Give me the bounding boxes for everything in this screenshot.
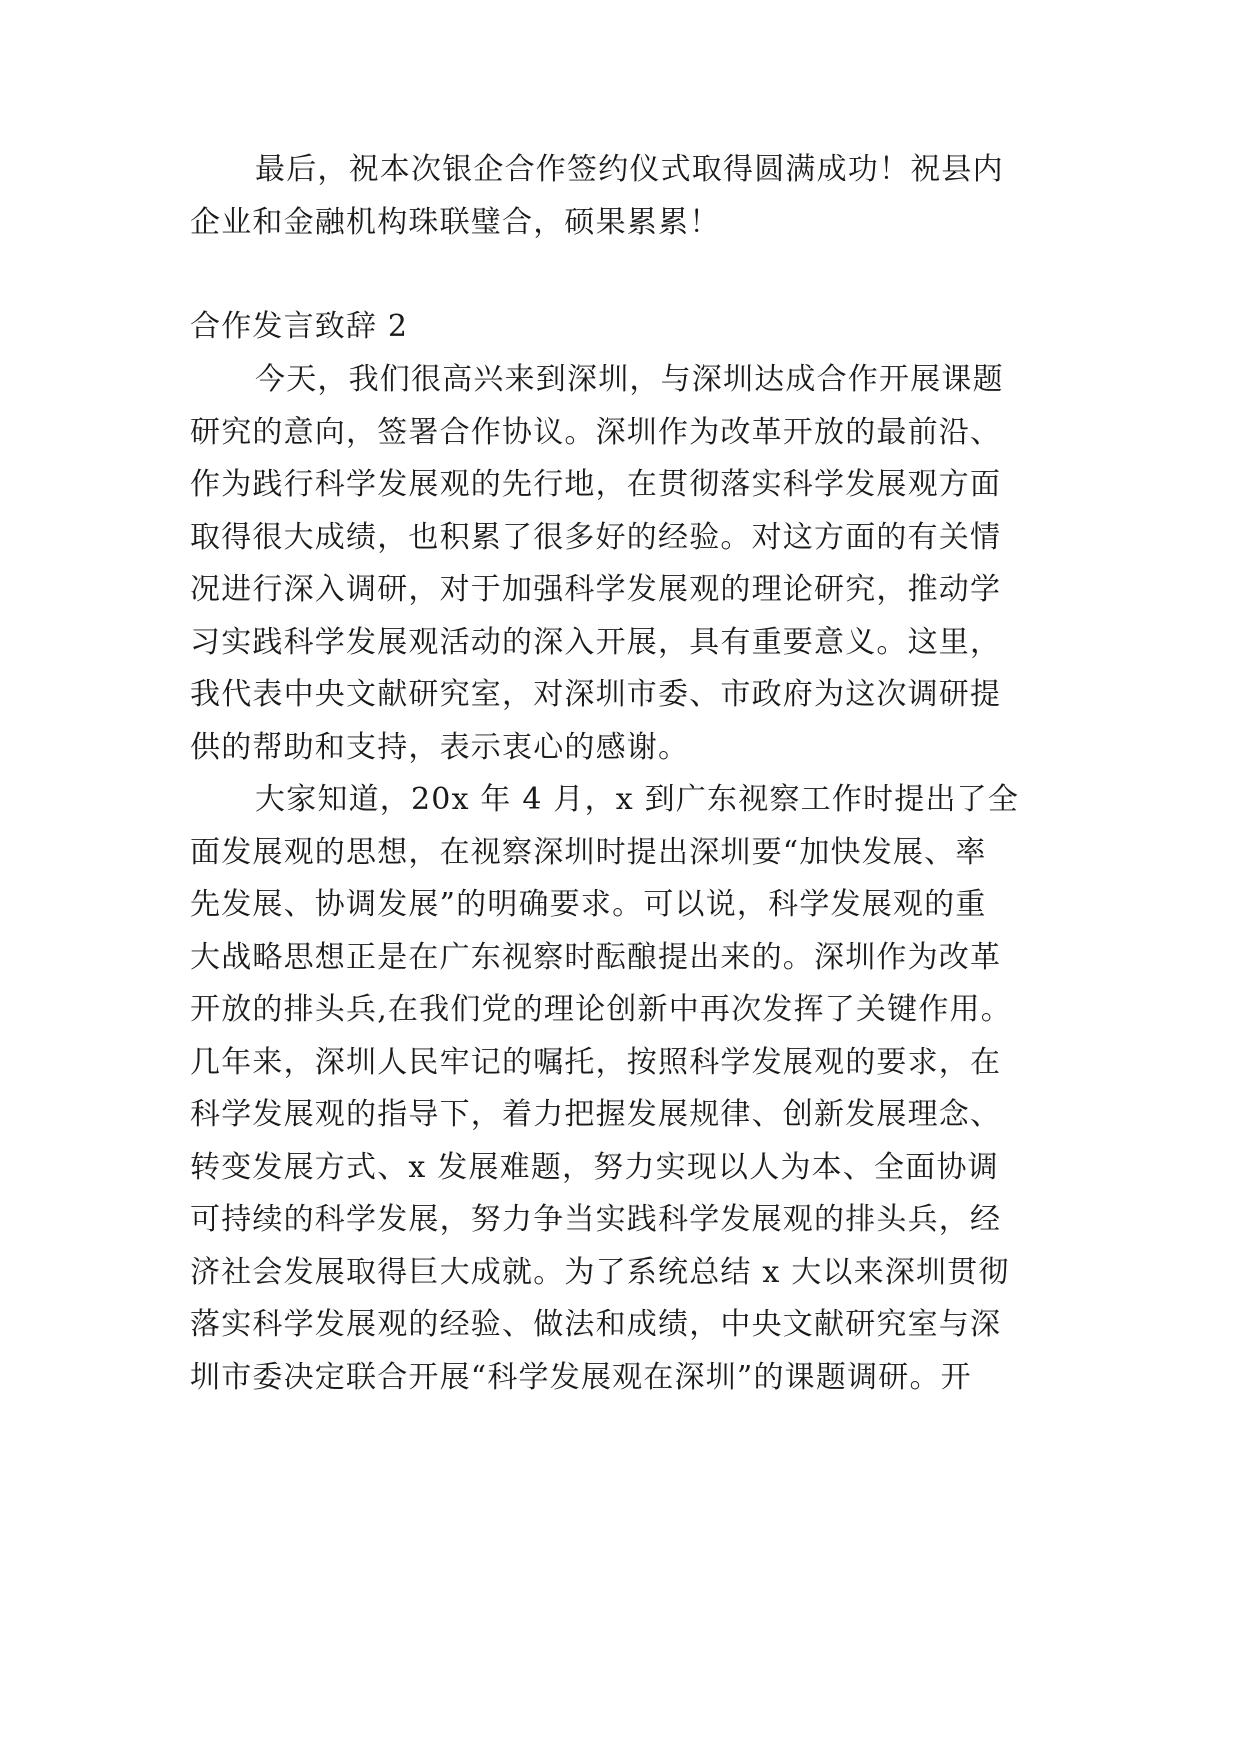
paragraph1-line-8: 供的帮助和支持，表示衷心的感谢。 [190, 730, 690, 765]
paragraph1-line-2: 研究的意向，签署合作协议。深圳作为改革开放的最前沿、 [190, 415, 1002, 450]
paragraph2-line-9: 可持续的科学发展，努力争当实践科学发展观的排头兵，经 [190, 1202, 1002, 1237]
paragraph1-line-5: 况进行深入调研，对于加强科学发展观的理论研究，推动学 [190, 572, 1002, 607]
paragraph2-line-3: 先发展、协调发展”的明确要求。可以说，科学发展观的重 [190, 887, 987, 922]
paragraph1-line-4: 取得很大成绩，也积累了很多好的经验。对这方面的有关情 [190, 520, 1002, 555]
closing-line-2: 企业和金融机构珠联璧合，硕果累累！ [190, 205, 721, 240]
paragraph2-line-12: 圳市委决定联合开展“科学发展观在深圳”的课题调研。开 [190, 1360, 972, 1395]
paragraph2-line-10: 济社会发展取得巨大成就。为了系统总结 x 大以来深圳贯彻 [190, 1255, 1010, 1290]
paragraph2-line-6: 几年来，深圳人民牢记的嘱托，按照科学发展观的要求，在 [190, 1045, 1002, 1080]
paragraph2-line-5: 开放的排头兵,在我们党的理论创新中再次发挥了关键作用。 [190, 992, 1012, 1027]
paragraph1-line-6: 习实践科学发展观活动的深入开展，具有重要意义。这里， [190, 625, 1002, 660]
paragraph1-line-7: 我代表中央文献研究室，对深圳市委、市政府为这次调研提 [190, 677, 1002, 712]
paragraph2-line-1: 大家知道，20x 年 4 月，x 到广东视察工作时提出了全 [255, 782, 1020, 817]
section-heading: 合作发言致辞 2 [190, 309, 409, 344]
paragraph2-line-2: 面发展观的思想，在视察深圳时提出深圳要“加快发展、率 [190, 835, 987, 870]
paragraph2-line-7: 科学发展观的指导下，着力把握发展规律、创新发展理念、 [190, 1097, 1002, 1132]
paragraph2-line-8: 转变发展方式、x 发展难题，努力实现以人为本、全面协调 [190, 1150, 999, 1185]
paragraph1-line-3: 作为践行科学发展观的先行地，在贯彻落实科学发展观方面 [190, 467, 1002, 502]
closing-line-1: 最后，祝本次银企合作签约仪式取得圆满成功！祝县内 [255, 152, 1004, 187]
paragraph2-line-11: 落实科学发展观的经验、做法和成绩，中央文献研究室与深 [190, 1307, 1002, 1342]
paragraph1-line-1: 今天，我们很高兴来到深圳，与深圳达成合作开展课题 [255, 362, 1004, 397]
paragraph2-line-4: 大战略思想正是在广东视察时酝酿提出来的。深圳作为改革 [190, 940, 1002, 975]
